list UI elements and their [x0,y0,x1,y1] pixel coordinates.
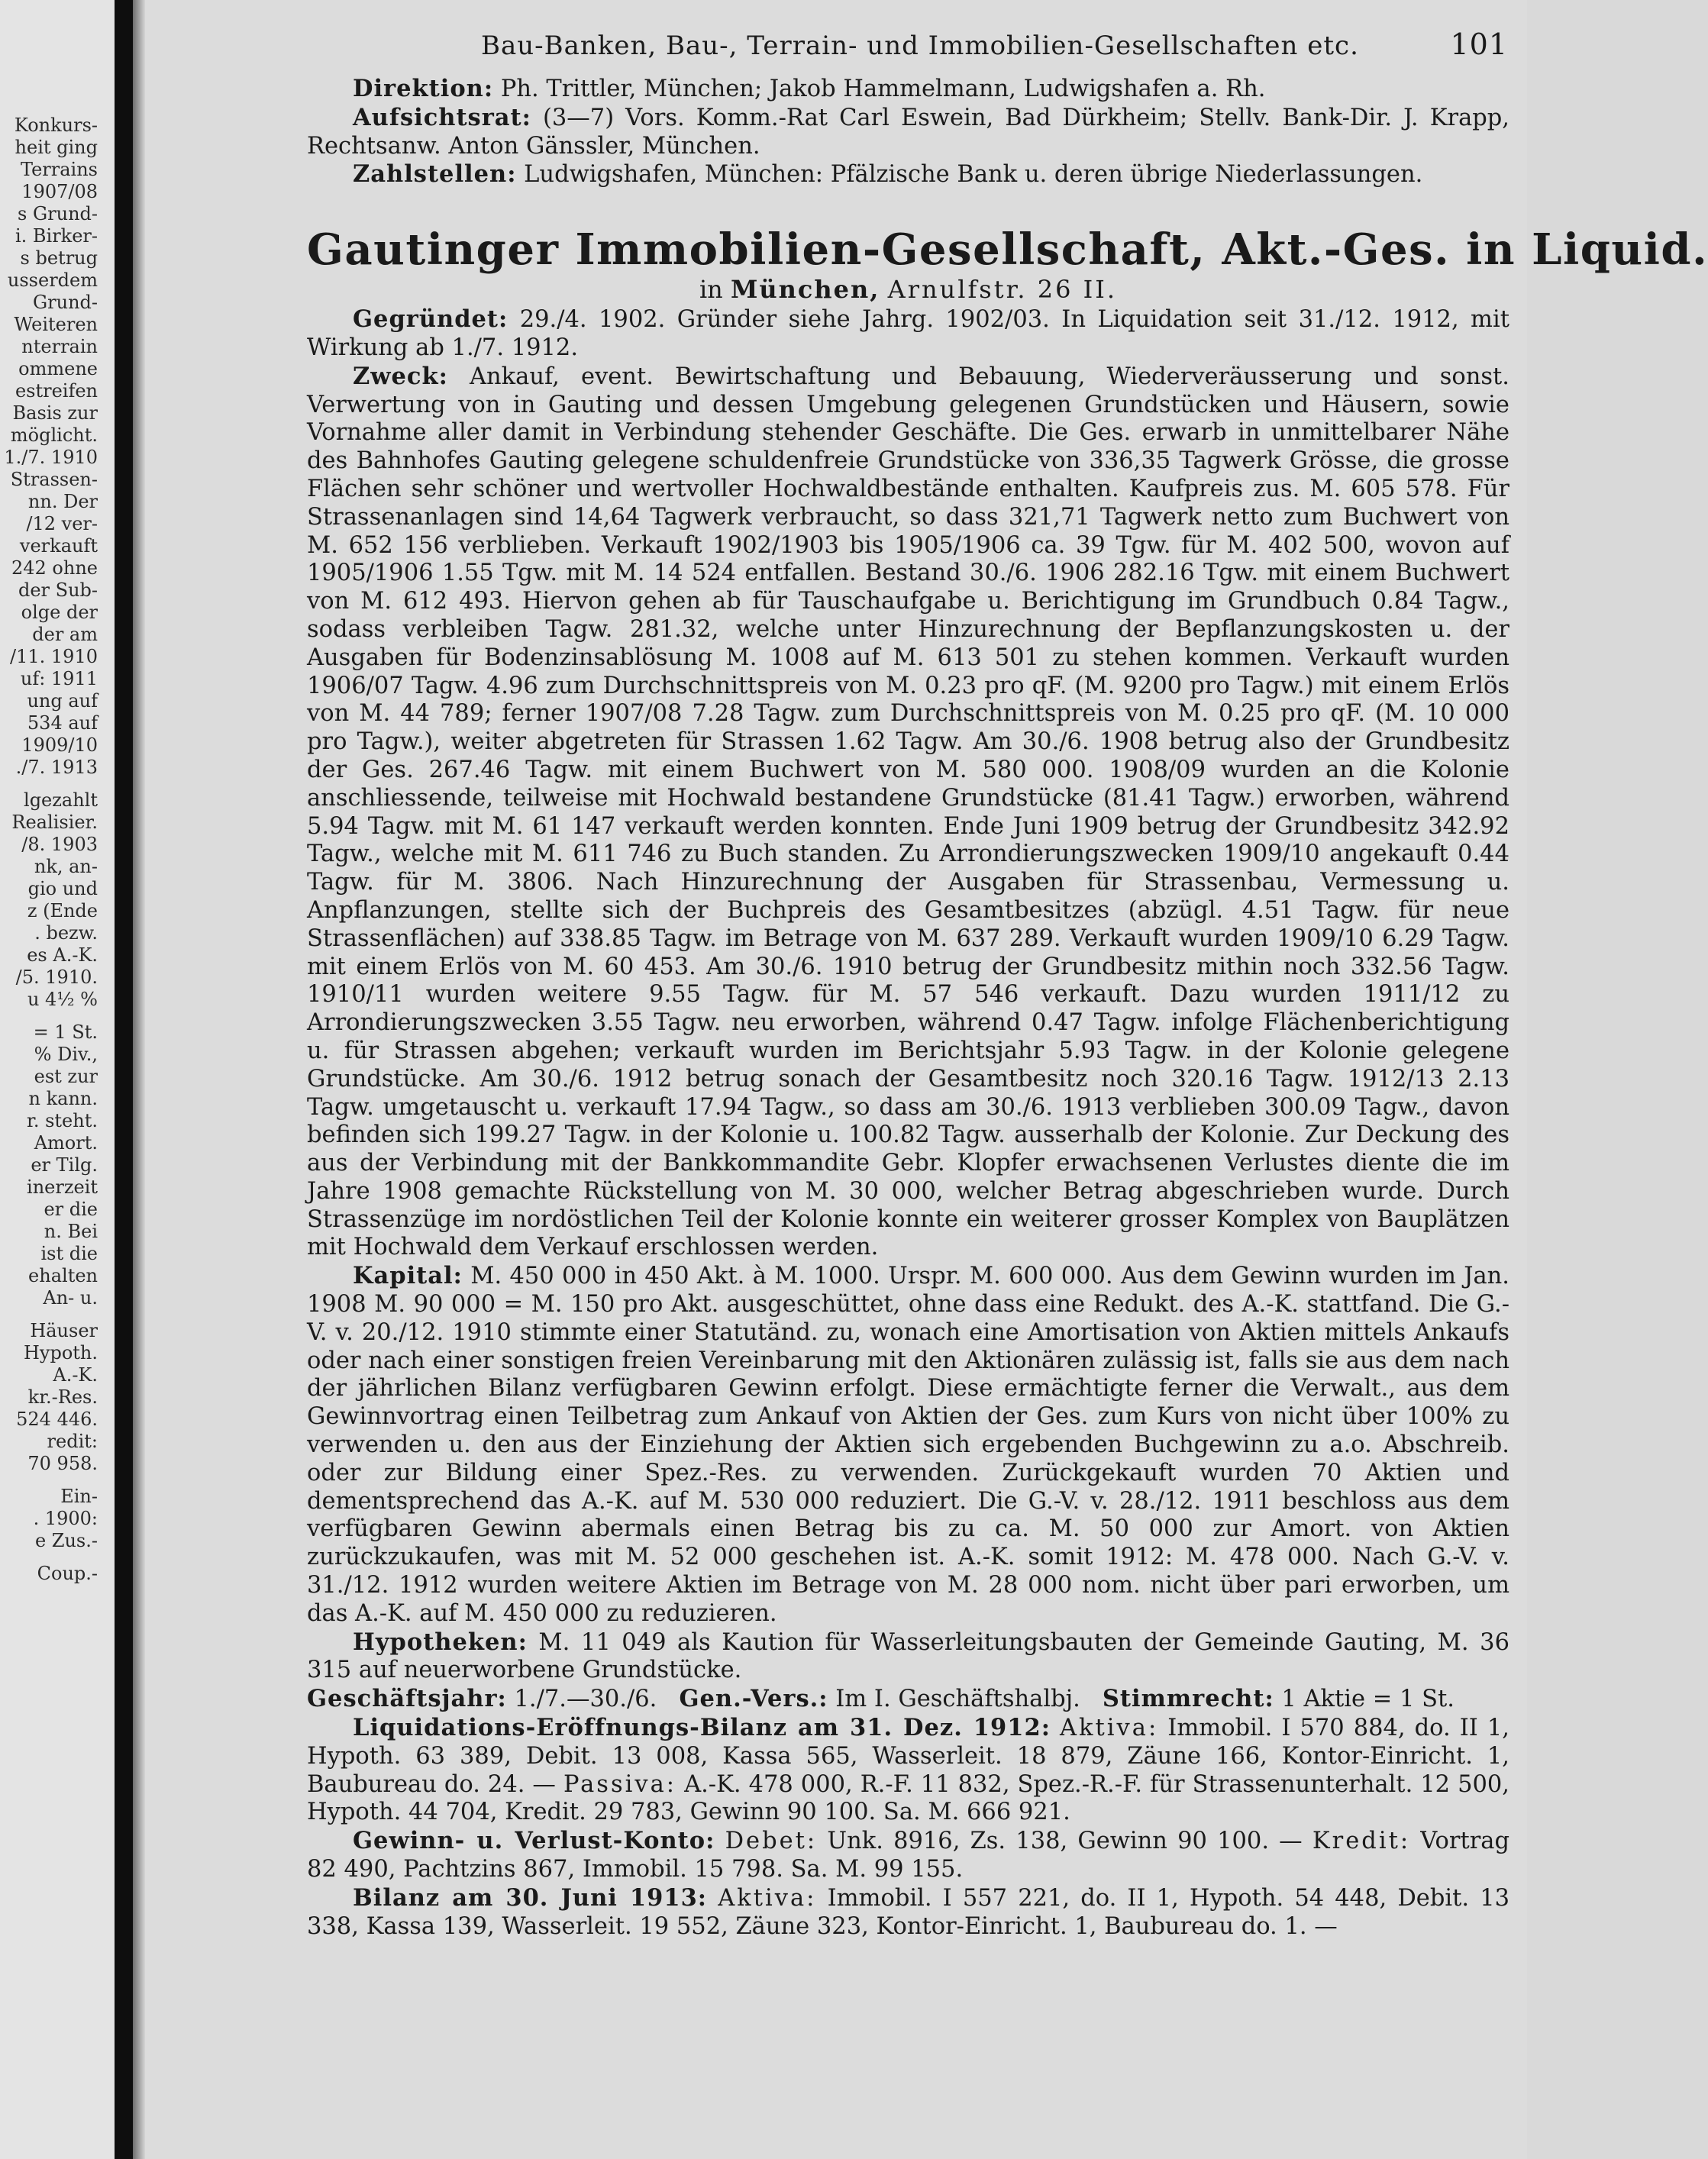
gegruendet-text: 29./4. 1902. Gründer siehe Jahrg. 1902/03. In Liquidation seit 31./12. 1912, mit Wirkung ab 1./7. 1912. [307,306,1509,361]
margin-fragment: nterrain [21,336,98,357]
page-content [307,27,1708,1941]
direktion-text: Ph. Trittler, München; Jakob Hammelmann, Ludwigshafen a. Rh. [500,76,1266,102]
gegruendet-label: Gegründet: [353,305,509,334]
zweck-text: Ankauf, event. Bewirtschaftung und Bebauung, Wiederveräusserung und sonst. Verwertung von in Gauting und dessen Umgebung gelegenen Grundstücken und Häusern, sowie Vornahme aller damit in Verbindung stehender Geschäfte. Die Ges. erwarb in unmittelbarer Nähe des Bahnhofes Gauting gelegene schuldenfreie Grundstücke von 336,35 Tagwerk Grösse, die grosse Flächen sehr schöner und wertvoller Hochwaldbestände enthalten. Kaufpreis zus. M. 605 578. Für Strassenanlagen sind 14,64 Tagwerk verbraucht, so dass 321,71 Tagwerk netto zum Buchwert von M. 652 156 verblieben. Verkauft 1902/1903 bis 1905/1906 ca. 39 Tgw. für M. 402 500, wovon auf 1905/1906 1.55 Tgw. mit M. 14 524 entfallen. Bestand 30./6. 1906 282.16 Tgw. mit einem Buchwert von M. 612 493. Hiervon gehen ab für Tauschaufgabe u. Berichtigung im Grundbuch 0.84 Tagw., sodass verbleiben Tagw. 281.32, welche unter Hinzurechnung der Bepflanzungskosten u. der Ausgaben für Bodenzinsablösung M. 1008 auf M. 613 501 zu stehen kommen. Verkauft wurden 1906/07 Tagw. 4.96 zum Durchschnittspreis von M. 0.23 pro qF. (M. 9200 pro Tagw.) mit einem Erlös von M. 44 789; ferner 1907/08 7.28 Tagw. zum Durchschnittspreis von M. 0.25 pro qF. (M. 10 000 pro Tagw.), weiter abgetreten für Strassen 1.62 Tagw. Am 30./6. 1908 betrug also der Grundbesitz der Ges. 267.46 Tagw. mit einem Buchwert von M. 580 000. 1908/09 wurden an die Kolonie anschliessende, teilweise mit Hochwald bestandene Grundstücke (81.41 Tagw.) erworben, während 5.94 Tagw. mit M. 61 147 verkauft werden konnten. Ende Juni 1909 betrug der Grundbesitz 342.92 Tagw., welche mit M. 611 746 zu Buch standen. Zu Arrondierungszwecken 1909/10 angekauft 0.44 Tagw. für M. 3806. Nach Hinzurechnung der Ausgaben für Strassenbau, Vermessung u. Anpflanzungen, stellte sich der Buchpreis des Gesamtbesitzes (abzügl. 4.51 Tagw. für neue Strassenflächen) auf 338.85 Tagw. im Betrage von M. 637 289. Verkauft wurden 1909/10 6.29 Tagw. mit einem Erlös von M. 60 453. Am 30./6. 1910 betrug der Grundbesitz mithin noch 332.56 Tagw. 1910/11 wurden weitere 9.55 Tagw. für M. 57 546 verkauft. Dazu wurden 1911/12 zu Arrondierungszwecken 3.55 Tagw. neu erworben, während 0.47 Tagw. infolge Flächenberichtigung u. für Strassen abgehen; verkauft wurden im Berichtsjahr 5.93 Tagw. in der Kolonie gelegene Grundstücke. Am 30./6. 1912 betrug sonach der Gesamtbesitz noch 320.16 Tagw. 1912/13 2.13 Tagw. umgetauscht u. verkauft 17.94 Tagw., so dass am 30./6. 1913 verblieben 300.09 Tagw., davon befinden sich 199.27 Tagw. in der Kolonie u. 100.82 Tagw. ausserhalb der Kolonie. Zur Deckung des aus der Verbindung mit der Bankkommandite Gebr. Klopfer erwachsenen Verlustes diente die im Jahre 1908 gemachte Rückstellung von M. 30 000, welcher Betrag abgeschrieben wurde. Durch Strassenzüge im nordöstlichen Teil der Kolonie konnte ein weiterer grosser Komplex von Bauplätzen mit Hochwald dem Verkauf erschlossen werden. [307,363,1509,1261]
margin-fragment: usserdem [7,269,98,291]
margin-fragment: ommene [18,358,98,379]
margin-fragment: 1907/08 [21,181,98,202]
margin-fragment: kr.-Res. [27,1386,98,1408]
liq-aktiva-text: Immobil. I 570 884, do. II 1, Hypoth. 63 389, Debit. 13 008, Kassa 565, Wasserleit. 18 879, Zäune 166, Kontor-Einricht. 1, Baubureau do. 24. — [307,1715,1509,1798]
liq-aktiva-label: Aktiva: [1060,1715,1159,1742]
guv-kredit-label: Kredit: [1312,1828,1411,1855]
margin-fragment: nn. Der [27,491,98,512]
aufsichtsrat-label: Aufsichtsrat: [353,103,531,131]
margin-fragment: r. steht. [27,1110,98,1131]
bilanz-label: Bilanz am 30. Juni 1913: [353,1883,708,1912]
geschaeftsjahr-paragraph [307,1685,1509,1714]
liq-label: Liquidations-Eröffnungs-Bilanz am 31. Dez. 1912: [353,1714,1051,1742]
liquidations-bilanz-paragraph [307,1714,1509,1827]
geschaeftsjahr-text: 1./7.—30./6. [514,1686,657,1713]
margin-fragment: verkauft [19,535,98,557]
margin-fragment: 242 ohne [11,557,98,579]
margin-fragment: 1909/10 [21,734,98,756]
margin-fragment: ist die [40,1243,98,1264]
hypotheken-paragraph [307,1628,1509,1686]
aufsichtsrat-text: (3—7) Vors. Komm.-Rat Carl Eswein, Bad Dürkheim; Stellv. Bank-Dir. J. Krapp, Rechtsanw. Anton Gänssler, München. [307,104,1509,160]
margin-fragment: heit ging [15,137,98,158]
margin-fragment: /11. 1910 [10,646,98,667]
margin-fragment: uf: 1911 [20,668,98,689]
zweck-label: Zweck: [353,362,448,390]
margin-fragment: e Zus.- [34,1530,98,1551]
margin-fragment: Häuser [30,1320,98,1341]
genvers-label: Gen.-Vers.: [679,1685,828,1713]
margin-fragment: i. Birker- [15,225,98,247]
location-city: München, [730,275,880,305]
guv-debet-label: Debet: [725,1828,818,1855]
margin-fragment: n. Bei [44,1221,98,1242]
company-title: Gautinger Immobilien-Gesellschaft, Akt.-Ges. in Liquid. [307,224,1708,276]
stimmrecht-text: 1 Aktie = 1 St. [1281,1686,1455,1713]
bilanz-aktiva-label: Aktiva: [718,1884,817,1912]
margin-fragment: /8. 1903 [21,834,98,855]
bilanz-paragraph [307,1884,1509,1941]
page-number: 101 [1450,27,1508,61]
stimmrecht-label: Stimmrecht: [1102,1685,1274,1713]
margin-fragment: redit: [47,1431,98,1452]
margin-fragment: er Tilg. [31,1154,98,1176]
margin-fragment: es A.-K. [27,944,98,966]
margin-fragment: Realisier. [11,812,98,833]
margin-fragment: . bezw. [34,922,98,944]
margin-fragment: nk, an- [34,856,98,877]
genvers-text: Im I. Geschäftshalbj. [835,1686,1080,1713]
page [145,0,1708,2159]
guv-kredit-text: Vortrag 82 490, Pachtzins 867, Immobil. 15 798. Sa. M. 99 155. [307,1828,1510,1883]
left-page-margin [0,0,115,2159]
margin-fragment: der Sub- [18,579,98,601]
margin-fragment: Konkurs- [14,115,98,136]
zahlstellen-label: Zahlstellen: [353,160,517,189]
binding-shadow [133,0,145,2159]
margin-fragment: inerzeit [27,1176,98,1198]
margin-fragment: ./7. 1913 [15,757,98,778]
geschaeftsjahr-label: Geschäftsjahr: [307,1685,507,1713]
guv-paragraph [307,1827,1509,1884]
margin-fragment: gio und [27,878,98,899]
kapital-paragraph [307,1262,1509,1628]
margin-fragment: s betrug [20,247,98,269]
location-prefix: in [699,275,723,305]
page-binding [115,0,133,2159]
margin-fragment: estreifen [15,380,98,402]
direktion-label: Direktion: [353,75,494,102]
guv-label: Gewinn- u. Verlust-Konto: [353,1827,715,1855]
liq-passiva-label: Passiva: [563,1770,677,1798]
margin-fragment: 1./7. 1910 [4,447,98,468]
running-header [307,27,1509,66]
margin-fragment: est zur [34,1066,98,1087]
margin-fragment: möglicht. [10,424,98,446]
margin-fragment: s Grund- [18,203,98,224]
margin-fragment: Basis zur [12,402,98,424]
margin-fragment: olge der [21,602,98,623]
hypotheken-text: M. 11 049 als Kaution für Wasserleitungsbauten der Gemeinde Gauting, M. 36 315 auf neuerworbene Grundstücke. [307,1628,1509,1684]
margin-fragment: Hypoth. [23,1342,98,1363]
margin-fragment: der am [32,624,98,645]
margin-fragment: . 1900: [33,1508,98,1529]
margin-fragment: A.-K. [53,1364,98,1386]
direktion-paragraph [307,75,1509,104]
margin-fragment: u 4½ % [27,989,98,1010]
margin-fragment: /5. 1910. [15,967,98,988]
guv-debet-text: Unk. 8916, Zs. 138, Gewinn 90 100. — [827,1828,1303,1855]
kapital-text: M. 450 000 in 450 Akt. à M. 1000. Urspr. M. 600 000. Aus dem Gewinn wurden im Jan. 1908 M. 90 000 = M. 150 pro Akt. ausgeschüttet, ohne dass eine Redukt. des A.-K. stattfand. Die G.-V. v. 20./12. 1910 stimmte einer Statutänd. zu, wonach eine Amortisation von Aktien mittels Ankaufs oder nach einer sonstigen freien Vereinbarung mit den Aktionären zulässig ist, falls sie aus dem nach der jährlichen Bilanz verfügbaren Gewinn erfolgt. Diese ermächtigte ferner die Verwalt., aus dem Gewinnvortrag einen Teilbetrag zum Ankauf von Aktien der Ges. zum Kurs von nicht über 100% zu verwenden u. den aus der Einziehung der Aktien sich ergebenden Buchgewinn zu a.o. Abschreib. oder zur Bildung einer Spez.-Res. zu verwenden. Zurückgekauft wurden 70 Aktien und dementsprechend das A.-K. auf M. 530 000 reduziert. Die G.-V. v. 28./12. 1911 beschloss aus dem verfügbaren Gewinn abermals einen Betrag bis zu ca. M. 50 000 zur Amort. von Aktien zurückzukaufen, was mit M. 52 000 geschehen ist. A.-K. somit 1912: M. 478 000. Nach G.-V. v. 31./12. 1912 wurden weitere Aktien im Betrage von M. 28 000 nom. nicht über pari erworben, um das A.-K. auf M. 450 000 zu reduzieren. [307,1263,1509,1627]
margin-fragment: Ein- [60,1486,98,1507]
margin-fragment: 70 958. [27,1453,98,1474]
margin-fragment: 524 446. [16,1409,98,1430]
zweck-paragraph [307,363,1509,1263]
margin-fragment: lgezahlt [24,789,98,811]
company-location [307,275,1509,304]
margin-fragment: An- u. [43,1287,98,1309]
margin-fragment: Grund- [32,292,98,313]
margin-fragment: n kann. [28,1088,98,1109]
margin-fragment: % Div., [34,1044,98,1065]
margin-fragment: ehalten [28,1265,98,1286]
margin-fragment: er die [44,1199,98,1220]
aufsichtsrat-paragraph [307,104,1509,161]
margin-fragment: ung auf [27,690,98,712]
margin-fragment: Amort. [34,1132,98,1154]
margin-fragment: Weiteren [14,314,98,335]
gegruendet-paragraph [307,305,1509,363]
zahlstellen-text: Ludwigshafen, München: Pfälzische Bank u. deren übrige Niederlassungen. [524,161,1423,189]
margin-fragment: Strassen- [10,469,98,490]
location-street: Arnulfstr. 26 II. [887,275,1118,305]
margin-fragment: Coup.- [37,1563,98,1584]
margin-fragment: = 1 St. [33,1021,98,1043]
margin-fragment: /12 ver- [26,513,98,534]
liq-passiva-text: A.-K. 478 000, R.-F. 11 832, Spez.-R.-F. für Strassenunterhalt. 12 500, Hypoth. 44 704, Kredit. 29 783, Gewinn 90 100. Sa. M. 666 921. [307,1770,1509,1826]
previous-company-entry [307,75,1509,189]
margin-fragment: 534 auf [27,712,98,734]
hypotheken-label: Hypotheken: [353,1628,528,1656]
bilanz-aktiva-text: Immobil. I 557 221, do. II 1, Hypoth. 54 448, Debit. 13 338, Kassa 139, Wasserleit. 19 552, Zäune 323, Kontor-Einricht. 1, Baubureau do. 1. — [307,1884,1510,1940]
margin-fragment: z (Ende [27,900,98,921]
zahlstellen-paragraph [307,160,1509,189]
header-title: Bau-Banken, Bau-, Terrain- und Immobilien-Gesellschaften etc. [481,31,1359,61]
kapital-label: Kapital: [353,1262,463,1290]
margin-fragment: Terrains [20,159,98,180]
